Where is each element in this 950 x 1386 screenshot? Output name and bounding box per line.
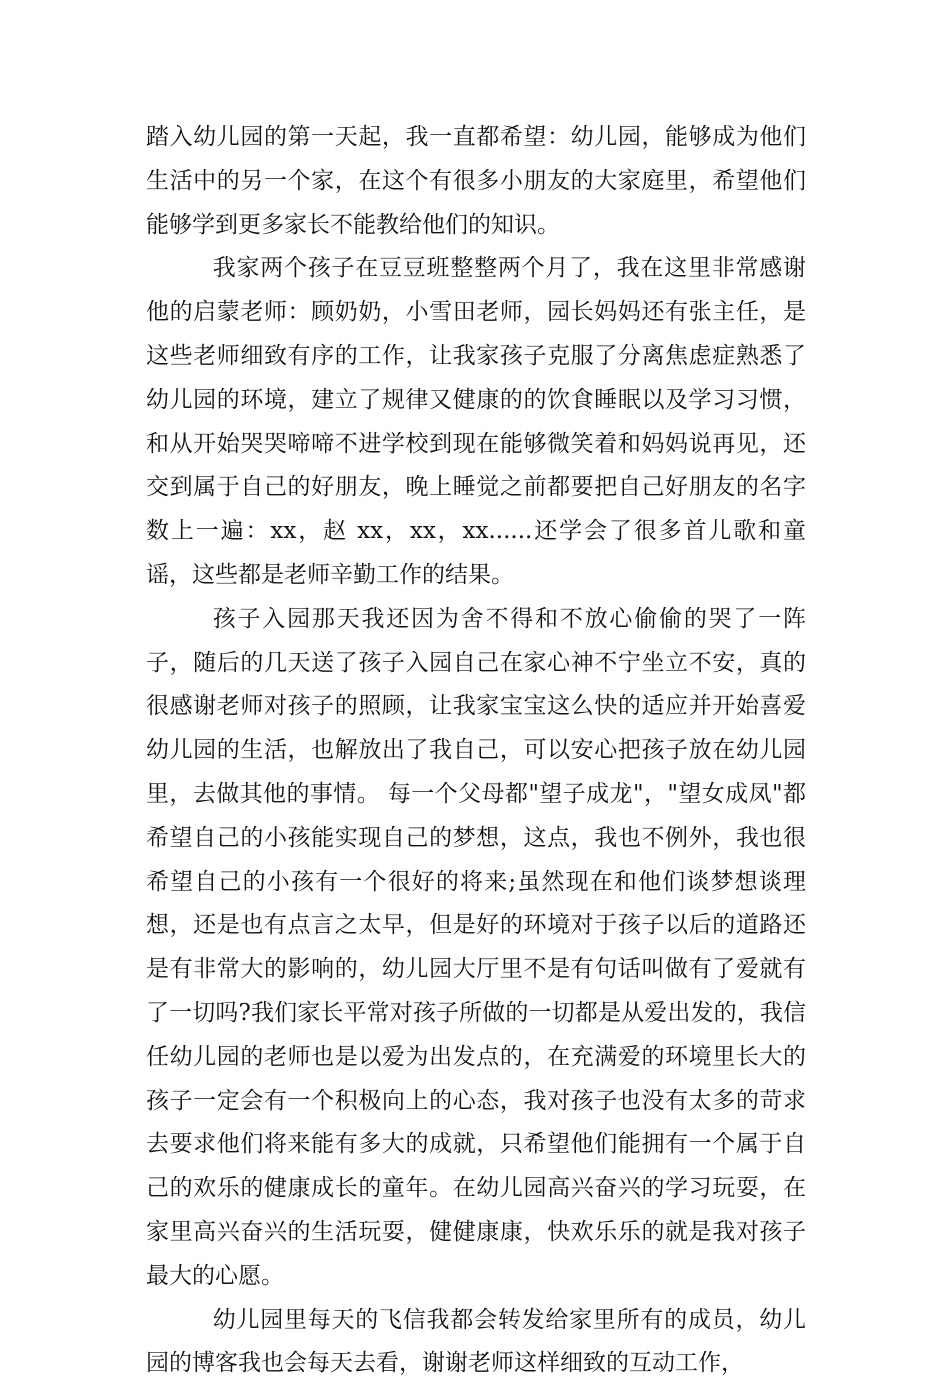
document-body: [146, 116, 806, 1386]
paragraph-1: 踏入幼儿园的第一天起，我一直都希望：幼儿园，能够成为他们生活中的另一个家，在这个有很多小朋友的大家庭里，希望他们能够学到更多家长不能教给他们的知识。: [146, 124, 806, 238]
paragraph-3: 孩子入园那天我还因为舍不得和不放心偷偷的哭了一阵子，随后的几天送了孩子入园自己在家心神不宁坐立不安，真的很感谢老师对孩子的照顾，让我家宝宝这么快的适应并开始喜爱幼儿园的生活，也解放出了我自己，可以安心把孩子放在幼儿园里，去做其他的事情。 每一个父母都"望子成龙"，"望女成凤"都希望自己的小孩能实现自己的梦想，这点，我也不例外，我也很希望自己的小孩有一个很好的将来;虽然现在和他们谈梦想谈理想，还是也有点言之太早，但是好的环境对于孩子以后的道路还是有非常大的影响的，幼儿园大厅里不是有句话叫做有了爱就有了一切吗?我们家长平常对孩子所做的一切都是从爱出发的，我信任幼儿园的老师也是以爱为出发点的，在充满爱的环境里长大的孩子一定会有一个积极向上的心态，我对孩子也没有太多的苛求去要求他们将来能有多大的成就，只希望他们能拥有一个属于自己的欢乐的健康成长的童年。在幼儿园高兴奋兴的学习玩耍，在家里高兴奋兴的生活玩耍，健健康康，快欢乐乐的就是我对孩子最大的心愿。: [146, 605, 806, 1289]
paragraph-2: 我家两个孩子在豆豆班整整两个月了，我在这里非常感谢他的启蒙老师：顾奶奶，小雪田老师，园长妈妈还有张主任，是这些老师细致有序的工作，让我家孩子克服了分离焦虑症熟悉了幼儿园的环境，建立了规律又健康的的饮食睡眠以及学习习惯，和从开始哭哭啼啼不进学校到现在能够微笑着和妈妈说再见，还交到属于自己的好朋友，晚上睡觉之前都要把自己好朋友的名字数上一遍：xx，赵 xx，xx，xx......还学会了很多首儿歌和童谣，这些都是老师辛勤工作的结果。: [146, 255, 806, 588]
paragraph-4: 幼儿园里每天的飞信我都会转发给家里所有的成员，幼儿园的博客我也会每天去看，谢谢老师这样细致的互动工作，: [146, 1306, 806, 1377]
